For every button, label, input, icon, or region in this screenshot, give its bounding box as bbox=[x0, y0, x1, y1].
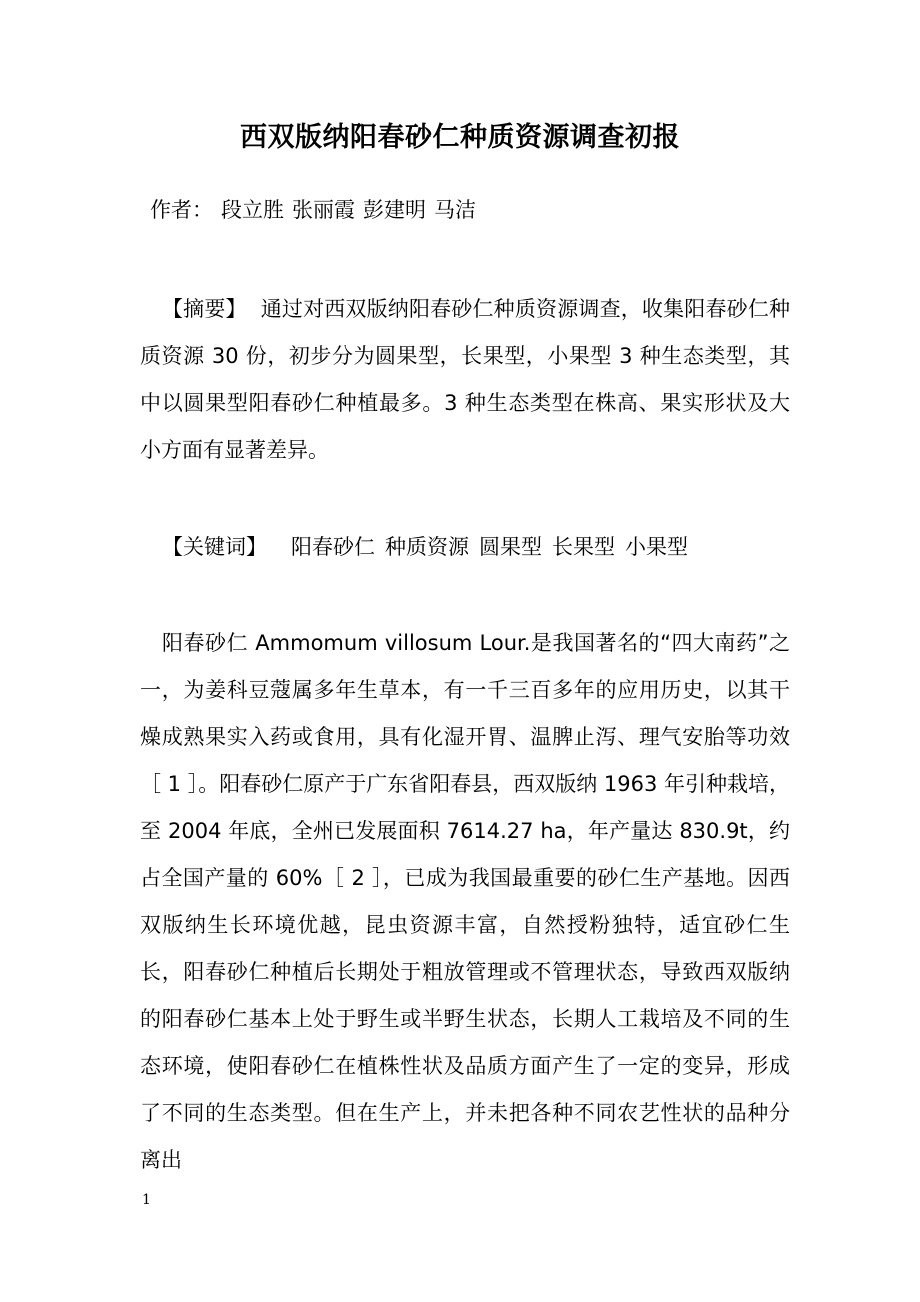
author-name: 马洁 bbox=[434, 198, 476, 222]
keywords-paragraph bbox=[140, 524, 790, 571]
keyword: 种质资源 bbox=[385, 535, 469, 559]
author-name: 张丽霞 bbox=[292, 198, 355, 222]
author-name: 段立胜 bbox=[221, 198, 284, 222]
abstract-text: 通过对西双版纳阳春砂仁种质资源调查，收集阳春砂仁种质资源 30 份，初步分为圆果型，长果型，小果型 3 种生态类型，其中以圆果型阳春砂仁种植最多。3 种生态类型在株高、果实形状及大小方面有显著差异。 bbox=[140, 297, 791, 462]
abstract-label: 【摘要】 bbox=[162, 297, 247, 321]
body-paragraph: 阳春砂仁 Ammomum villosum Lour.是我国著名的“四大南药”之一，为姜科豆蔻属多年生草本，有一千三百多年的应用历史，以其干燥成熟果实入药或食用，具有化湿开胃、温脾止泻、理气安胎等功效［ 1 ］。阳春砂仁原产于广东省阳春县，西双版纳 1963 年引种栽培，至 2004 年底，全州已发展面积 7614.27 ha，年产量达 830.9t，约占全国产量的 60%［ 2 ］，已成为我国最重要的砂仁生产基地。因西双版纳生长环境优越，昆虫资源丰富，自然授粉独特，适宜砂仁生长，阳春砂仁种植后长期处于粗放管理或不管理状态，导致西双版纳的阳春砂仁基本上处于野生或半野生状态，长期人工栽培及不同的生态环境，使阳春砂仁在植株性状及品质方面产生了一定的变异，形成了不同的生态类型。但在生产上，并未把各种不同农艺性状的品种分离出 bbox=[140, 631, 791, 1172]
abstract-paragraph bbox=[140, 286, 790, 474]
page-number: 1 bbox=[142, 1192, 151, 1208]
keywords-label: 【关键词】 bbox=[162, 535, 267, 559]
keyword: 圆果型 bbox=[479, 535, 542, 559]
author-line bbox=[150, 193, 484, 227]
keyword: 长果型 bbox=[552, 535, 615, 559]
author-name: 彭建明 bbox=[363, 198, 426, 222]
document-title: 西双版纳阳春砂仁种质资源调查初报 bbox=[240, 122, 680, 153]
authors-label: 作者： bbox=[150, 198, 213, 222]
keyword: 阳春砂仁 bbox=[291, 535, 375, 559]
keyword: 小果型 bbox=[625, 535, 688, 559]
